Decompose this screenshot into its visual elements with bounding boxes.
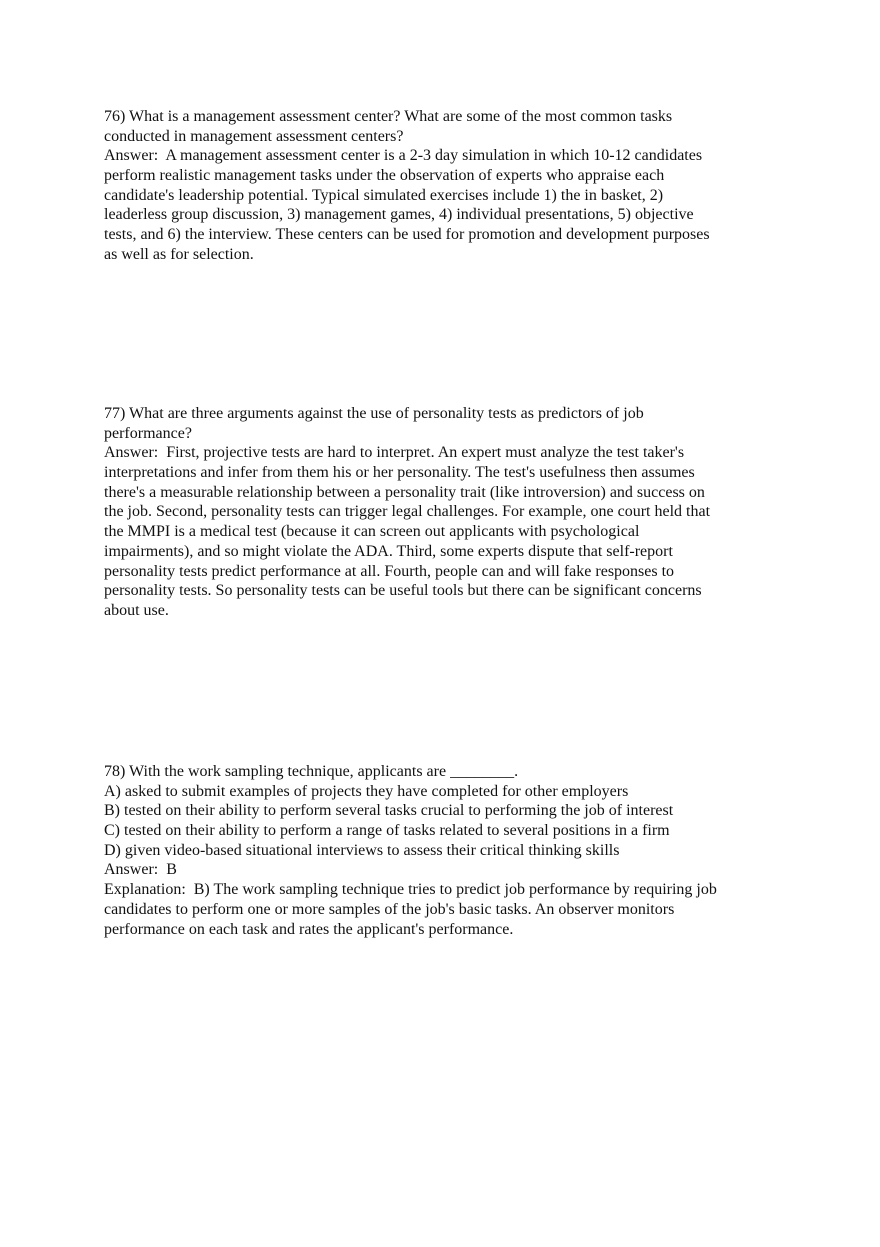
text-line: 76) What is a management assessment center? What are some of the most common tasks bbox=[104, 108, 673, 125]
text-line: interpretations and infer from them his or her personality. The test's usefulness then assumes bbox=[104, 464, 695, 482]
text-line: C) tested on their ability to perform a range of tasks related to several positions in a firm bbox=[104, 822, 670, 840]
text-line: D) given video-based situational interviews to assess their critical thinking skills bbox=[104, 841, 620, 859]
text-line: performance on each task and rates the applicant's performance. bbox=[104, 920, 514, 938]
text-line: candidates to perform one or more samples of the job's basic tasks. An observer monitors bbox=[104, 900, 675, 918]
question-77 bbox=[104, 404, 804, 621]
text-line: Answer: A management assessment center is a 2-3 day simulation in which 10-12 candidates bbox=[104, 147, 703, 165]
text-line: the job. Second, personality tests can trigger legal challenges. For example, one court held that bbox=[104, 503, 711, 521]
text-line: perform realistic management tasks under the observation of experts who appraise each bbox=[104, 167, 665, 185]
text-line: the MMPI is a medical test (because it can screen out applicants with psychological bbox=[104, 523, 640, 541]
text-line: conducted in management assessment centers? bbox=[104, 127, 404, 145]
text-line: tests, and 6) the interview. These centers can be used for promotion and development purposes bbox=[104, 226, 710, 244]
text-line: performance? bbox=[104, 424, 192, 442]
text-line: as well as for selection. bbox=[104, 245, 254, 263]
question-78 bbox=[104, 762, 804, 939]
text-line: about use. bbox=[104, 601, 169, 619]
text-line: A) asked to submit examples of projects they have completed for other employers bbox=[104, 782, 629, 800]
text-line: Answer: B bbox=[104, 861, 177, 879]
question-76 bbox=[104, 107, 804, 265]
text-line: B) tested on their ability to perform several tasks crucial to performing the job of interest bbox=[104, 802, 674, 820]
text-line: Explanation: B) The work sampling technique tries to predict job performance by requiring job bbox=[104, 881, 717, 899]
text-line: personality tests predict performance at all. Fourth, people can and will fake responses to bbox=[104, 562, 675, 580]
text-line: personality tests. So personality tests can be useful tools but there can be significant concerns bbox=[104, 582, 702, 600]
text-line: 77) What are three arguments against the use of personality tests as predictors of job bbox=[104, 405, 644, 422]
text-line: leaderless group discussion, 3) management games, 4) individual presentations, 5) objective bbox=[104, 206, 694, 224]
text-line: Answer: First, projective tests are hard to interpret. An expert must analyze the test taker's bbox=[104, 444, 685, 462]
text-line: there's a measurable relationship between a personality trait (like introversion) and success on bbox=[104, 483, 705, 501]
text-line: candidate's leadership potential. Typical simulated exercises include 1) the in basket, 2) bbox=[104, 186, 664, 204]
text-line: impairments), and so might violate the ADA. Third, some experts dispute that self-report bbox=[104, 542, 673, 560]
text-line: 78) With the work sampling technique, applicants are ________. bbox=[104, 763, 519, 780]
